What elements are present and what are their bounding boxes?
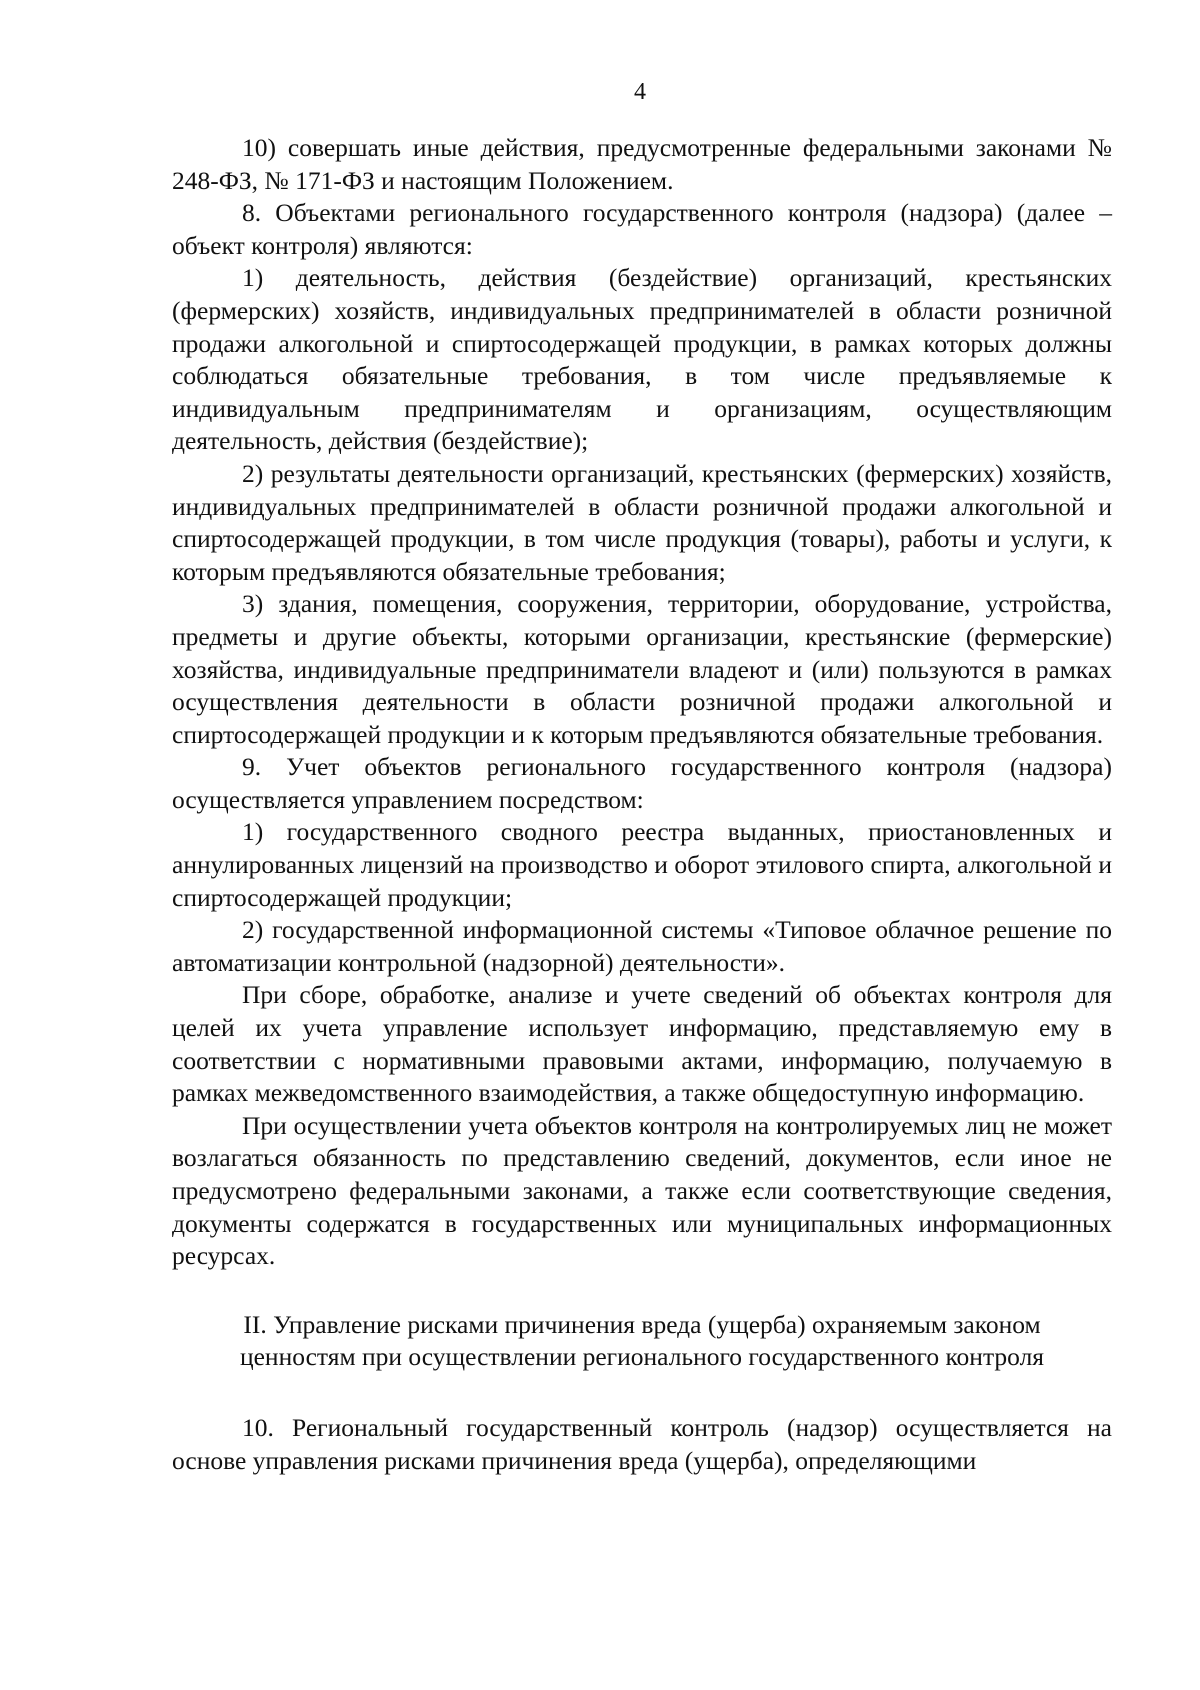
page-number: 4: [634, 79, 646, 105]
paragraph-9-item-1: 1) государственного сводного реестра выданных, приостановленных и аннулированных лицензий на производство и оборот этилового спирта, алкогольной и спиртосодержащей продукции;: [172, 817, 1112, 912]
section-heading: [172, 1309, 1112, 1374]
paragraph-no-obligation: При осуществлении учета объектов контроля на контролируемых лиц не может возлагаться обязанность по представлению сведений, документов, если иное не предусмотрено федеральными законами, а также если соответствующие сведения, документы содержатся в государственных или муниципальных информационных ресурсах.: [172, 1110, 1112, 1271]
document-body: [172, 132, 1112, 1477]
paragraph-8-item-3: 3) здания, помещения, сооружения, территории, оборудование, устройства, предметы и другие объекты, которыми организации, крестьянские (фермерские) хозяйства, индивидуальные предприниматели владеют и (или) пользуются в рамках осуществления деятельности в области розничной продажи алкогольной и спиртосодержащей продукции и к которым предъявляются обязательные требования.: [172, 589, 1112, 749]
paragraph-8-item-2: 2) результаты деятельности организаций, крестьянских (фермерских) хозяйств, индивидуальных предпринимателей в области розничной продажи алкогольной и спиртосодержащей продукции, в том числе продукция (товары), работы и услуги, к которым предъявляются обязательные требования;: [172, 458, 1112, 586]
paragraph-item-10-other-actions: 10) совершать иные действия, предусмотренные федеральными законами № 248-ФЗ, № 171-ФЗ и настоящим Положением.: [172, 133, 1112, 195]
paragraph-8-item-1: 1) деятельность, действия (бездействие) организаций, крестьянских (фермерских) хозяйств, индивидуальных предпринимателей в области розничной продажи алкогольной и спиртосодержащей продукции, в рамках которых должны соблюдаться обязательные требования, в том числе предъявляемые к индивидуальным предпринимателям и организациям, осуществляющим деятельность, действия (бездействие);: [172, 263, 1112, 456]
section-heading-line-2: ценностям при осуществлении регионального государственного контроля: [239, 1342, 1045, 1372]
paragraph-8-control-objects: 8. Объектами регионального государственного контроля (надзора) (далее – объект контроля) являются:: [172, 198, 1112, 260]
paragraph-10-risk-management: 10. Региональный государственный контроль (надзор) осуществляется на основе управления рисками причинения вреда (ущерба), определяющими: [172, 1412, 1112, 1475]
paragraph-information-collection: При сборе, обработке, анализе и учете сведений об объектах контроля для целей их учета управление использует информацию, представляемую ему в соответствии с нормативными правовыми актами, информацию, получаемую в рамках межведомственного взаимодействия, а также общедоступную информацию.: [172, 980, 1112, 1108]
section-heading-line-1: II. Управление рисками причинения вреда (ущерба) охраняемым законом: [243, 1309, 1041, 1339]
paragraph-9-accounting: 9. Учет объектов регионального государственного контроля (надзора) осуществляется управлением посредством:: [172, 752, 1112, 814]
paragraph-9-item-2: 2) государственной информационной системы «Типовое облачное решение по автоматизации контрольной (надзорной) деятельности».: [172, 915, 1112, 977]
